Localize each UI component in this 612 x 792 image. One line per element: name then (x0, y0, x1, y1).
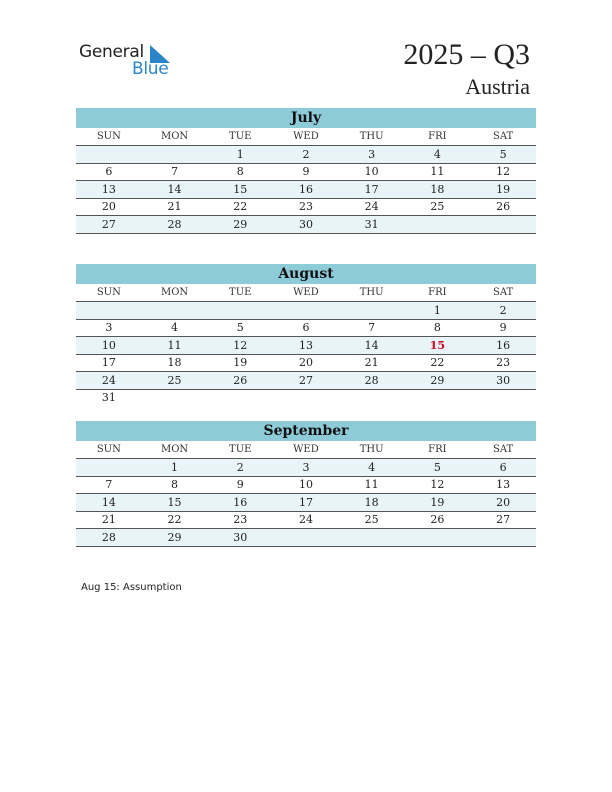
day-cell (405, 216, 471, 234)
page-title: 2025 – Q3 (403, 38, 530, 71)
weekday-header: SUN (76, 284, 142, 302)
day-cell: 11 (142, 337, 208, 355)
day-cell: 27 (470, 511, 536, 529)
generalblue-logo (79, 42, 179, 82)
day-cell: 25 (405, 198, 471, 216)
country-name: Austria (465, 74, 530, 99)
day-cell (273, 302, 339, 320)
day-cell: 14 (142, 181, 208, 199)
week-row (76, 146, 536, 164)
day-cell: 21 (142, 198, 208, 216)
day-cell: 28 (142, 216, 208, 234)
week-row (76, 494, 536, 512)
month-grid (76, 284, 536, 406)
day-cell: 10 (76, 337, 142, 355)
weekday-header: THU (339, 441, 405, 459)
day-cell: 20 (273, 354, 339, 372)
month-september (76, 421, 536, 547)
day-cell: 30 (207, 529, 273, 547)
logo-word-general: General (79, 42, 144, 62)
day-cell: 20 (470, 494, 536, 512)
weekday-header: FRI (405, 284, 471, 302)
weekday-header: SAT (470, 128, 536, 146)
day-cell: 13 (470, 476, 536, 494)
day-cell: 2 (207, 459, 273, 477)
day-cell (273, 529, 339, 547)
day-cell (76, 146, 142, 164)
weekday-header: TUE (207, 128, 273, 146)
day-cell: 2 (273, 146, 339, 164)
weekday-header: SUN (76, 128, 142, 146)
day-cell: 15 (207, 181, 273, 199)
day-cell (273, 389, 339, 406)
logo-word-blue: Blue (132, 59, 169, 79)
weekday-header: MON (142, 441, 208, 459)
day-cell: 11 (405, 163, 471, 181)
day-cell: 18 (405, 181, 471, 199)
week-row (76, 389, 536, 406)
day-cell (405, 529, 471, 547)
day-cell: 27 (273, 372, 339, 390)
weekday-header: SAT (470, 284, 536, 302)
day-cell: 29 (405, 372, 471, 390)
day-cell (142, 302, 208, 320)
weekday-header: FRI (405, 128, 471, 146)
day-cell: 12 (470, 163, 536, 181)
day-cell: 4 (339, 459, 405, 477)
day-cell: 17 (76, 354, 142, 372)
day-cell: 23 (470, 354, 536, 372)
day-cell: 22 (142, 511, 208, 529)
month-july (76, 108, 536, 234)
week-row (76, 216, 536, 234)
week-row (76, 459, 536, 477)
holiday-notes (81, 582, 182, 593)
day-cell: 28 (76, 529, 142, 547)
day-cell: 30 (470, 372, 536, 390)
day-cell: 26 (405, 511, 471, 529)
day-cell: 16 (207, 494, 273, 512)
day-cell: 8 (405, 319, 471, 337)
day-cell: 31 (101, 391, 116, 405)
week-row (76, 476, 536, 494)
day-cell: 10 (339, 163, 405, 181)
week-row (76, 354, 536, 372)
day-cell: 15 (142, 494, 208, 512)
day-cell: 20 (76, 198, 142, 216)
day-cell (142, 389, 208, 406)
weekday-header: THU (339, 128, 405, 146)
day-cell: 14 (76, 494, 142, 512)
day-cell: 7 (142, 163, 208, 181)
day-cell: 18 (142, 354, 208, 372)
week-row (76, 337, 536, 355)
weekday-header: TUE (207, 441, 273, 459)
day-cell: 5 (207, 319, 273, 337)
day-cell: 4 (142, 319, 208, 337)
day-cell (470, 389, 536, 406)
day-cell: 29 (142, 529, 208, 547)
day-cell: 7 (76, 476, 142, 494)
day-cell: 16 (470, 337, 536, 355)
week-row (76, 302, 536, 320)
weekday-header: SAT (470, 441, 536, 459)
day-cell: 25 (142, 372, 208, 390)
day-cell: 24 (273, 511, 339, 529)
weekday-header: MON (142, 284, 208, 302)
weekday-header: THU (339, 284, 405, 302)
day-cell: 23 (207, 511, 273, 529)
day-cell: 21 (76, 511, 142, 529)
day-cell: 8 (207, 163, 273, 181)
day-cell: 26 (207, 372, 273, 390)
day-cell: 18 (339, 494, 405, 512)
week-row (76, 319, 536, 337)
week-row (76, 163, 536, 181)
day-cell (405, 389, 471, 406)
day-cell: 24 (76, 372, 142, 390)
week-row (76, 372, 536, 390)
day-cell: 22 (405, 354, 471, 372)
day-cell: 2 (470, 302, 536, 320)
day-cell: 21 (339, 354, 405, 372)
month-august (76, 264, 536, 406)
day-cell: 24 (339, 198, 405, 216)
week-row (76, 181, 536, 199)
week-row (76, 529, 536, 547)
day-cell: 12 (405, 476, 471, 494)
day-cell (76, 459, 142, 477)
day-cell: 29 (207, 216, 273, 234)
day-cell: 1 (207, 146, 273, 164)
day-cell: 8 (142, 476, 208, 494)
day-cell: 19 (405, 494, 471, 512)
day-cell: 6 (76, 163, 142, 181)
day-cell (339, 389, 405, 406)
day-cell (207, 302, 273, 320)
day-cell (339, 302, 405, 320)
holiday-day-cell: 15 (405, 337, 471, 355)
day-cell: 5 (470, 146, 536, 164)
day-cell: 17 (339, 181, 405, 199)
day-cell (339, 529, 405, 547)
day-cell: 19 (207, 354, 273, 372)
month-grid (76, 441, 536, 547)
day-cell: 3 (339, 146, 405, 164)
day-cell: 6 (470, 459, 536, 477)
month-title: September (76, 421, 536, 441)
day-cell: 17 (273, 494, 339, 512)
day-cell: 26 (470, 198, 536, 216)
day-cell: 9 (470, 319, 536, 337)
day-cell: 7 (339, 319, 405, 337)
month-title: August (76, 264, 536, 284)
day-cell: 4 (405, 146, 471, 164)
day-cell: 3 (76, 319, 142, 337)
weekday-header: WED (273, 441, 339, 459)
day-cell: 27 (76, 216, 142, 234)
day-cell: 9 (273, 163, 339, 181)
week-row (76, 511, 536, 529)
day-cell: 1 (142, 459, 208, 477)
weekday-header: MON (142, 128, 208, 146)
day-cell (207, 389, 273, 406)
day-cell: 6 (273, 319, 339, 337)
day-cell: 22 (207, 198, 273, 216)
day-cell: 9 (207, 476, 273, 494)
day-cell (142, 146, 208, 164)
day-cell: 10 (273, 476, 339, 494)
day-cell (470, 216, 536, 234)
day-cell: 14 (339, 337, 405, 355)
month-title: July (76, 108, 536, 128)
day-cell: 19 (470, 181, 536, 199)
day-cell: 11 (339, 476, 405, 494)
month-grid (76, 128, 536, 234)
day-cell (470, 529, 536, 547)
holiday-note: Aug 15: Assumption (81, 582, 182, 593)
weekday-header: SUN (76, 441, 142, 459)
day-cell: 1 (405, 302, 471, 320)
day-cell (76, 302, 142, 320)
weekday-header: WED (273, 284, 339, 302)
day-cell: 3 (273, 459, 339, 477)
day-cell: 5 (405, 459, 471, 477)
day-cell: 16 (273, 181, 339, 199)
day-cell: 30 (273, 216, 339, 234)
weekday-header: FRI (405, 441, 471, 459)
day-cell: 25 (339, 511, 405, 529)
day-cell: 23 (273, 198, 339, 216)
weekday-header: TUE (207, 284, 273, 302)
day-cell: 13 (76, 181, 142, 199)
day-cell: 31 (339, 216, 405, 234)
weekday-header: WED (273, 128, 339, 146)
day-cell: 12 (207, 337, 273, 355)
day-cell: 28 (339, 372, 405, 390)
day-cell: 13 (273, 337, 339, 355)
week-row (76, 198, 536, 216)
